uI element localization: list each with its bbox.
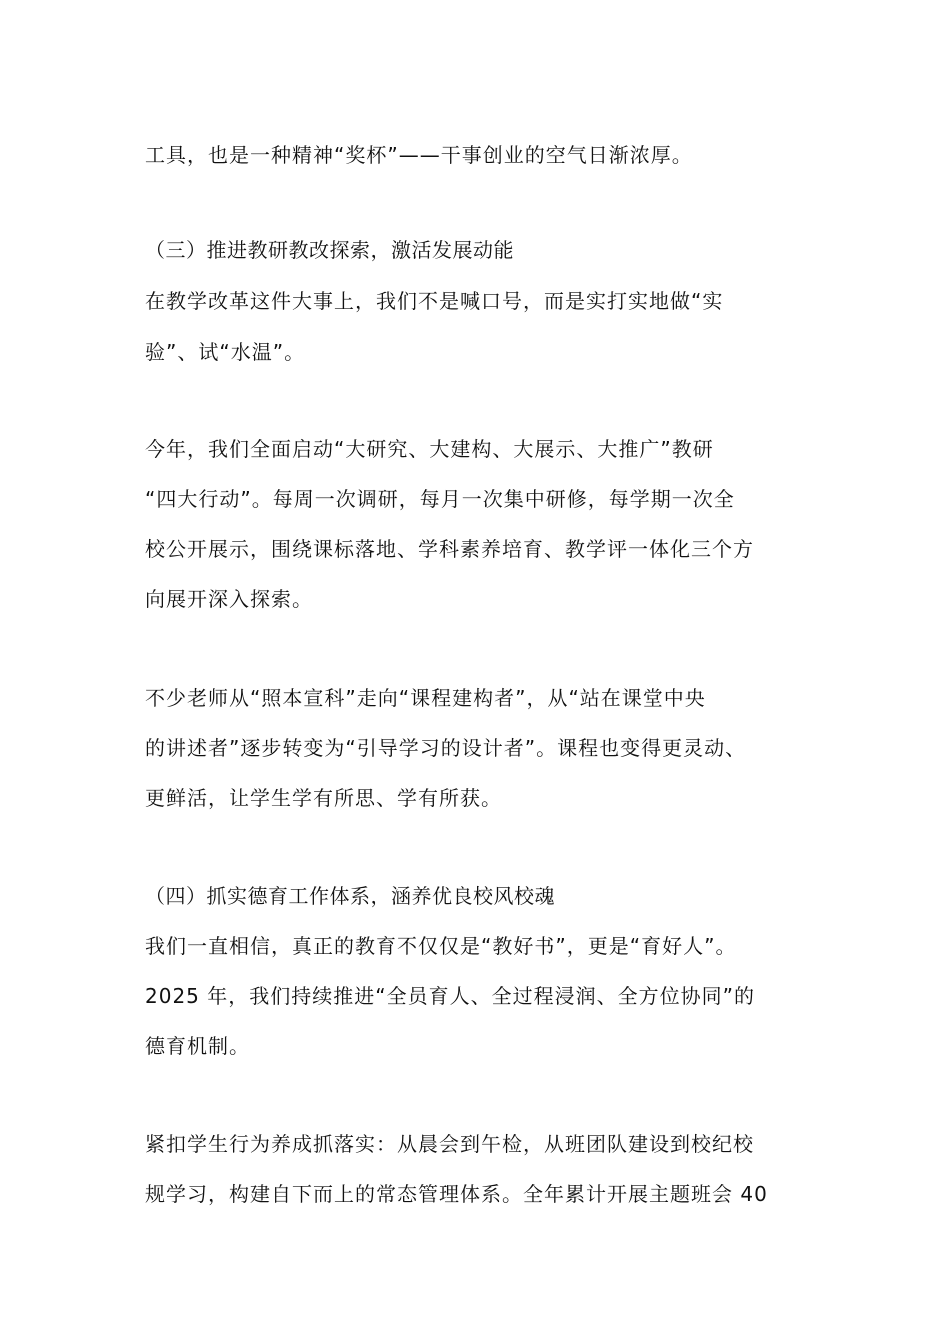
- paragraph-line: 2025 年，我们持续推进“全员育人、全过程浸润、全方位协同”的: [145, 984, 755, 1008]
- paragraph-line: 校公开展示，围绕课标落地、学科素养培育、教学评一体化三个方: [145, 537, 754, 561]
- paragraph-line: 规学习，构建自下而上的常态管理体系。全年累计开展主题班会 40: [145, 1182, 768, 1206]
- paragraph-line: 验”、试“水温”。: [145, 340, 306, 364]
- section-heading-3: （三）推进教研教改探索，激活发展动能: [145, 238, 514, 262]
- paragraph-line: 更鲜活，让学生学有所思、学有所获。: [145, 786, 502, 810]
- paragraph-line: “四大行动”。每周一次调研，每月一次集中研修，每学期一次全: [145, 487, 735, 511]
- paragraph-line: 德育机制。: [145, 1034, 250, 1058]
- paragraph-line: 紧扣学生行为养成抓落实：从晨会到午检，从班团队建设到校纪校: [145, 1132, 754, 1156]
- paragraph-line: 的讲述者”逐步转变为“引导学习的设计者”。课程也变得更灵动、: [145, 736, 747, 760]
- paragraph-line: 我们一直相信，真正的教育不仅仅是“教好书”，更是“育好人”。: [145, 934, 737, 958]
- paragraph-line: 今年，我们全面启动“大研究、大建构、大展示、大推广”教研: [145, 437, 714, 461]
- paragraph-line: 工具，也是一种精神“奖杯”——干事创业的空气日渐浓厚。: [145, 143, 693, 167]
- paragraph-line: 在教学改革这件大事上，我们不是喊口号，而是实打实地做“实: [145, 289, 724, 313]
- section-heading-4: （四）抓实德育工作体系，涵养优良校风校魂: [145, 884, 555, 908]
- paragraph-line: 向展开深入探索。: [145, 587, 313, 611]
- paragraph-line: 不少老师从“照本宣科”走向“课程建构者”，从“站在课堂中央: [145, 686, 706, 710]
